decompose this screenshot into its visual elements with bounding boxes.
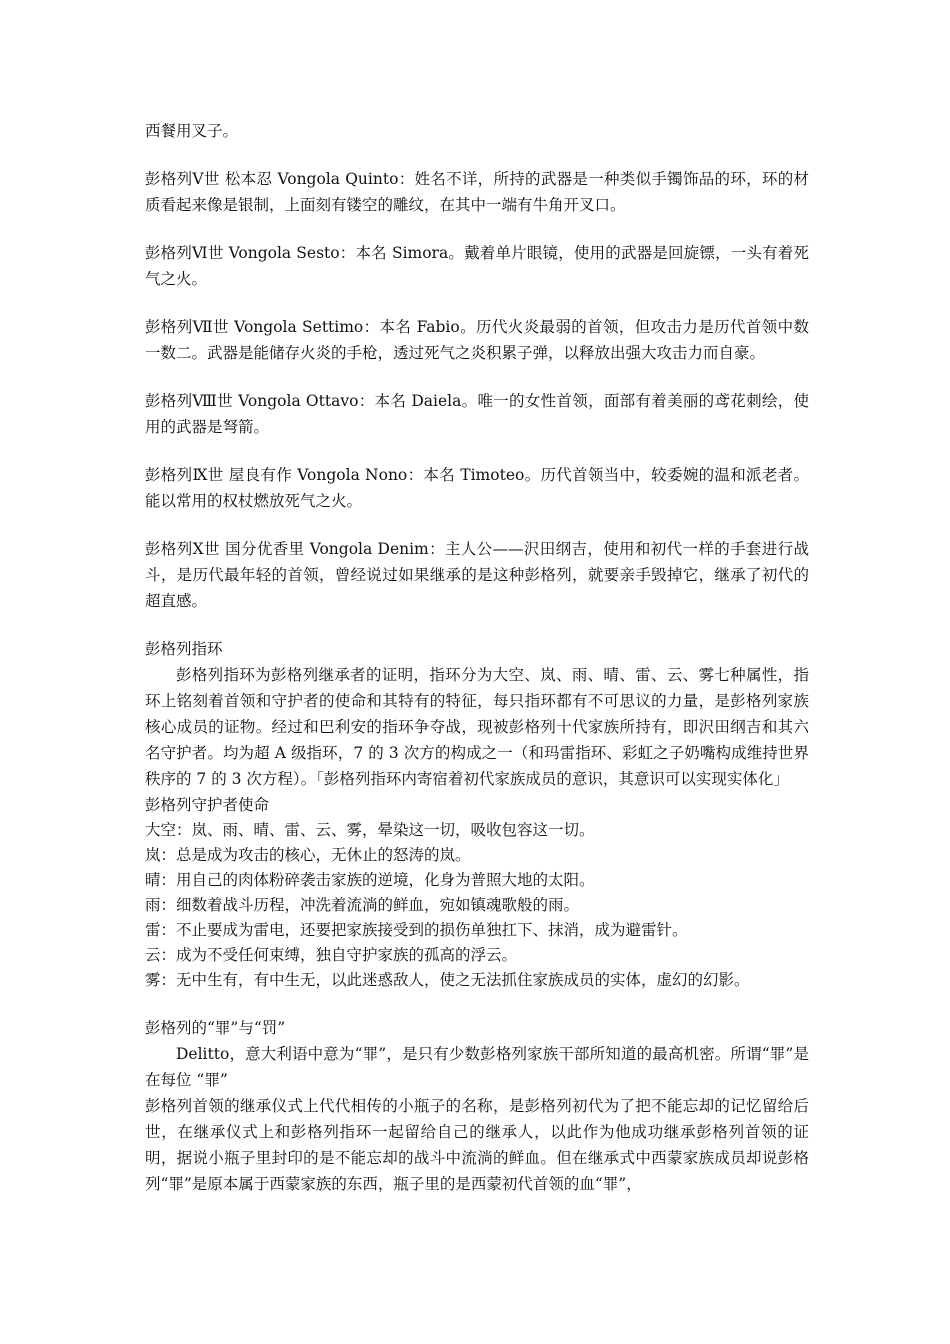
document-page (145, 118, 809, 1197)
paragraph-vongola-viii: 彭格列Ⅷ世 Vongola Ottavo：本名 Daiela。唯一的女性首领，面部有着美丽的鸢花刺绘，使用的武器是弩箭。 (145, 392, 809, 436)
heading-guardian-mission: 彭格列守护者使命 (145, 796, 270, 814)
paragraph-vongola-vi: 彭格列Ⅵ世 Vongola Sesto：本名 Simora。戴着单片眼镜，使用的武器是回旋镖，一头有着死气之火。 (145, 244, 809, 288)
paragraph-sin-bottle: 彭格列首领的继承仪式上代代相传的小瓶子的名称，是彭格列初代为了把不能忘却的记忆留给后世，在继承仪式上和彭格列指环一起留给自己的继承人，以此作为他成功继承彭格列首领的证明，据说小瓶子里封印的是不能忘却的战斗中流淌的鲜血。但在继承式中西蒙家族成员却说彭格列“罪”是原本属于西蒙家族的东西，瓶子里的是西蒙初代首领的血“罪”， (145, 1097, 809, 1193)
spacer (145, 218, 809, 240)
spacer (145, 440, 809, 462)
spacer (145, 993, 809, 1015)
paragraph-fork: 西餐用叉子。 (145, 122, 239, 140)
spacer (145, 144, 809, 166)
mission-thunder: 雷：不止要成为雷电，还要把家族接受到的损伤单独扛下、抹消，成为避雷针。 (145, 921, 688, 939)
mission-cloud: 云：成为不受任何束缚，独自守护家族的孤高的浮云。 (145, 946, 518, 964)
mission-sun: 晴：用自己的肉体粉碎袭击家族的逆境，化身为普照大地的太阳。 (145, 871, 595, 889)
mission-rain: 雨：细数着战斗历程，冲洗着流淌的鲜血，宛如镇魂歌般的雨。 (145, 896, 580, 914)
mission-storm: 岚：总是成为攻击的核心，无休止的怒涛的岚。 (145, 846, 471, 864)
mission-mist: 雾：无中生有，有中生无，以此迷惑敌人，使之无法抓住家族成员的实体，虚幻的幻影。 (145, 971, 750, 989)
paragraph-delitto: Delitto，意大利语中意为“罪”，是只有少数彭格列家族干部所知道的最高机密。所谓“罪”是在每位 “罪” (145, 1045, 809, 1089)
paragraph-vongola-ring: 彭格列指环为彭格列继承者的证明，指环分为大空、岚、雨、晴、雷、云、雾七种属性，指环上铭刻着首领和守护者的使命和其特有的特征，每只指环都有不可思议的力量，是彭格列家族核心成员的证物。经过和巴利安的指环争夺战，现被彭格列十代家族所持有，即沢田纲吉和其六名守护者。均为超 A 级指环，7 的 3 次方的构成之一（和玛雷指环、彩虹之子奶嘴构成维持世界秩序的 7 的 3 次方程）。「彭格列指环内寄宿着初代家族成员的意识，其意识可以实现实体化」 (145, 666, 809, 788)
paragraph-vongola-x: 彭格列Ⅹ世 国分优香里 Vongola Denim：主人公——沢田纲吉，使用和初代一样的手套进行战斗，是历代最年轻的首领，曾经说过如果继承的是这种彭格列，就要亲手毁掉它，继承了初代的超直感。 (145, 540, 809, 610)
paragraph-vongola-vii: 彭格列Ⅶ世 Vongola Settimo：本名 Fabio。历代火炎最弱的首领，但攻击力是历代首领中数一数二。武器是能储存火炎的手枪，透过死气之炎积累子弹，以释放出强大攻击力而自豪。 (145, 318, 809, 362)
heading-sin-and-punishment: 彭格列的“罪”与“罚” (145, 1019, 286, 1037)
paragraph-vongola-ix: 彭格列Ⅸ世 屋良有作 Vongola Nono：本名 Timoteo。历代首领当中，较委婉的温和派老者。能以常用的权杖燃放死气之火。 (145, 466, 809, 510)
spacer (145, 292, 809, 314)
spacer (145, 614, 809, 636)
spacer (145, 366, 809, 388)
heading-vongola-ring: 彭格列指环 (145, 640, 223, 658)
spacer (145, 514, 809, 536)
paragraph-vongola-v: 彭格列Ⅴ世 松本忍 Vongola Quinto：姓名不详，所持的武器是一种类似手镯饰品的环，环的材质看起来像是银制，上面刻有镂空的雕纹，在其中一端有牛角开叉口。 (145, 170, 809, 214)
mission-sky: 大空：岚、雨、晴、雷、云、雾，晕染这一切，吸收包容这一切。 (145, 821, 595, 839)
